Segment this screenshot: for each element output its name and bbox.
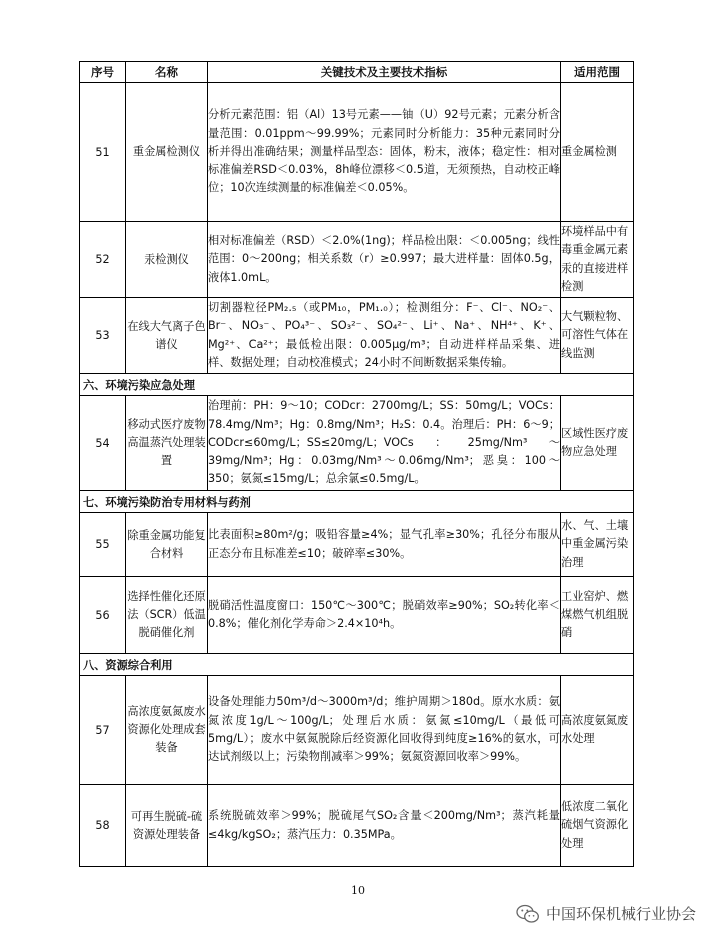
section-row [80,374,634,396]
watermark [516,903,696,924]
row-scope: 低浓度二氧化硫烟气资源化处理 [561,785,634,867]
row-indicators: 治理前：PH：9～10；CODcr：2700mg/L；SS：50mg/L；VOCs：78.4mg/Nm³；Hg：0.8mg/Nm³；H₂S：0.4。治理后：PH：6～9；CODcr≤60mg/L；SS≤20mg/L；VOCs：25mg/Nm³～39mg/Nm³；Hg：0.03mg/Nm³～0.06mg/Nm³；恶臭：100～350；氨氮≤15mg/L；总余氯≤0.5mg/L。 [208,396,561,491]
row-indicators: 设备处理能力50m³/d～3000m³/d；维护周期＞180d。原水水质：氨氮浓度1g/L～100g/L；处理后水质：氨氮≤10mg/L（最低可5mg/L）；废水中氨氮脱除后经资源化回收得到纯度≥16%的氨水，可达试剂级以上；污染物削减率＞99%；氨氮资源回收率＞99%。 [208,676,561,785]
table-row [80,222,634,298]
header-scope: 适用范围 [561,62,634,83]
row-scope: 环境样品中有毒重金属元素汞的直接进样检测 [561,222,634,298]
row-name: 可再生脱硫-硫资源处理装备 [126,785,208,867]
row-no: 55 [80,513,126,577]
row-no: 56 [80,577,126,654]
table-row [80,577,634,654]
row-indicators: 比表面积≥80m²/g；吸铅容量≥4%；显气孔率≥30%；孔径分布服从正态分布且标准差≤10；破碎率≤30%。 [208,513,561,577]
section-title: 六、环境污染应急处理 [80,374,634,396]
row-scope: 高浓度氨氮废水处理 [561,676,634,785]
row-no: 54 [80,396,126,491]
row-scope: 水、气、土壤中重金属污染治理 [561,513,634,577]
row-no: 52 [80,222,126,298]
section-row [80,654,634,676]
row-scope: 大气颗粒物、可溶性气体在线监测 [561,298,634,374]
row-name: 汞检测仪 [126,222,208,298]
row-scope: 区域性医疗废物应急处理 [561,396,634,491]
section-title: 八、资源综合利用 [80,654,634,676]
row-indicators: 系统脱硫效率＞99%；脱硫尾气SO₂含量＜200mg/Nm³；蒸汽耗量≤4kg/kgSO₂；蒸汽压力：0.35MPa。 [208,785,561,867]
row-scope: 重金属检测 [561,83,634,222]
row-indicators: 相对标准偏差（RSD）＜2.0%(1ng)；样品检出限：＜0.005ng；线性范围：0～200ng；相关系数（r）≥0.997；最大进样量：固体0.5g，液体1.0mL。 [208,222,561,298]
table-row [80,676,634,785]
row-name: 除重金属功能复合材料 [126,513,208,577]
table-row [80,83,634,222]
row-indicators: 分析元素范围：铝（Al）13号元素——铀（U）92号元素；元素分析含量范围：0.01ppm～99.99%；元素同时分析能力：35种元素同时分析并得出准确结果；测量样品型态：固体，粉末，液体；稳定性：相对标准偏差RSD＜0.03%，8h峰位漂移＜0.5道，无须预热，自动校正峰位；10次连续测量的标准偏差＜0.05%。 [208,83,561,222]
table-header-row [80,62,634,83]
row-name: 选择性催化还原法（SCR）低温脱硝催化剂 [126,577,208,654]
row-name: 移动式医疗废物高温蒸汽处理装置 [126,396,208,491]
spec-table [79,61,634,867]
row-no: 51 [80,83,126,222]
row-name: 重金属检测仪 [126,83,208,222]
page-number: 10 [351,884,365,897]
row-indicators: 脱硝活性温度窗口：150℃～300℃；脱硝效率≥90%；SO₂转化率＜0.8%；催化剂化学寿命＞2.4×10⁴h。 [208,577,561,654]
section-title: 七、环境污染防治专用材料与药剂 [80,491,634,513]
header-indicators: 关键技术及主要技术指标 [208,62,561,83]
table-row [80,785,634,867]
table-row [80,298,634,374]
header-name: 名称 [126,62,208,83]
table-row [80,396,634,491]
watermark-text: 中国环保机械行业协会 [545,905,696,923]
row-indicators: 切割器粒径PM₂.₅（或PM₁₀，PM₁.₀）；检测组分：F⁻、Cl⁻、NO₂⁻、Br⁻、NO₃⁻、PO₄³⁻、SO₃²⁻、SO₄²⁻、Li⁺、Na⁺、NH⁴⁺、K⁺、Mg²⁺、Ca²⁺；最低检出限：0.005μg/m³；自动进样样品采集、进样、数据处理；自动校准模式；24小时不间断数据采集传输。 [208,298,561,374]
row-no: 58 [80,785,126,867]
row-name: 在线大气离子色谱仪 [126,298,208,374]
section-row [80,491,634,513]
row-no: 53 [80,298,126,374]
table-row [80,513,634,577]
wechat-icon [516,904,540,924]
row-scope: 工业窑炉、燃煤燃气机组脱硝 [561,577,634,654]
row-name: 高浓度氨氮废水资源化处理成套装备 [126,676,208,785]
header-no: 序号 [80,62,126,83]
row-no: 57 [80,676,126,785]
